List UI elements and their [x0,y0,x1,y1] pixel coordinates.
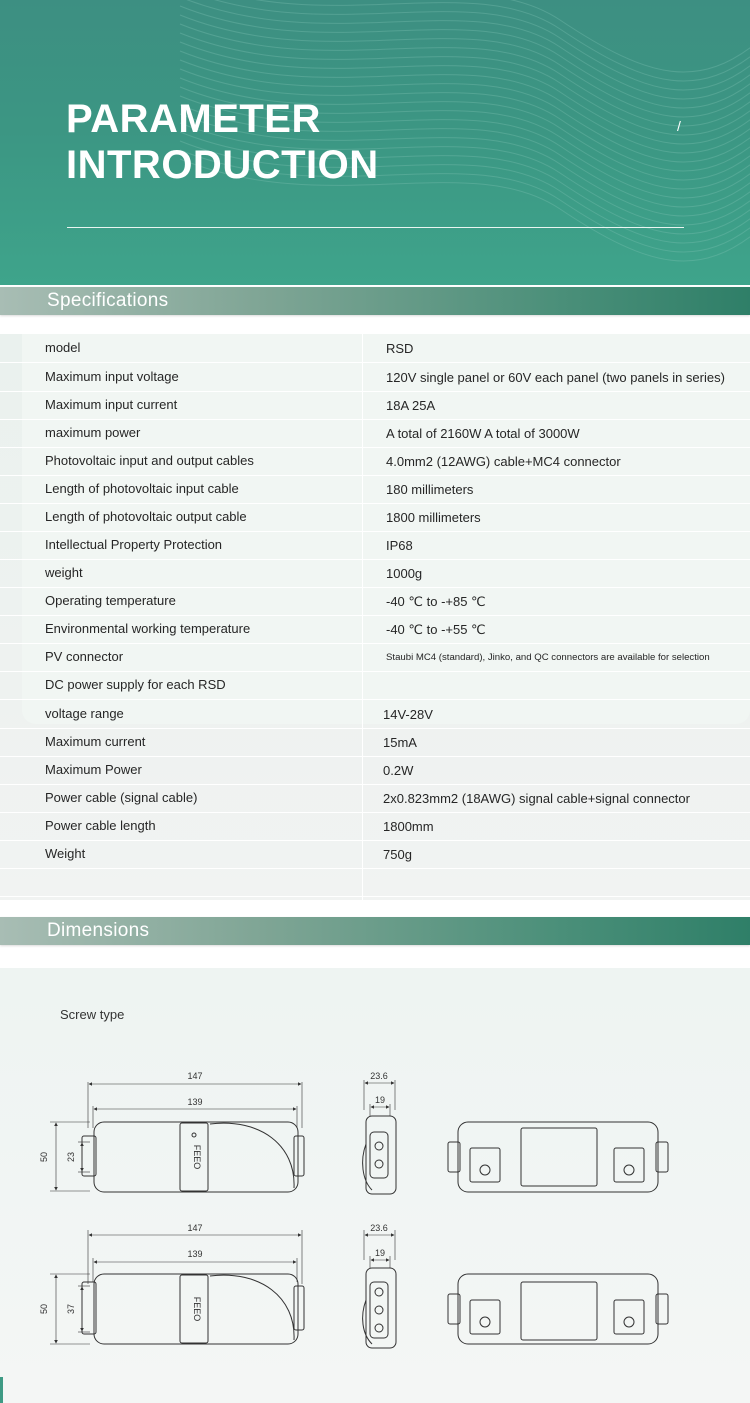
wave-line [180,0,750,72]
spec-key: Power cable (signal cable) [45,790,198,805]
dimensions-header [0,917,750,945]
spec-key: Length of photovoltaic output cable [45,509,247,524]
spec-value: 0.2W [383,763,414,778]
page-title-line1: PARAMETER [66,97,321,141]
spec-value: 14V-28V [383,707,433,722]
spec-row [0,559,750,588]
spec-value: -40 ℃ to -+55 ℃ [386,622,486,637]
hero-divider [67,227,684,228]
spec-value: 1800 millimeters [386,510,481,525]
spec-row [0,363,750,392]
spec-row [0,671,750,700]
dim-side-top-inner-depth: 19 [374,1095,386,1105]
spec-value: IP68 [386,538,413,553]
spec-value: 4.0mm2 (12AWG) cable+MC4 connector [386,454,621,469]
spec-key: Environmental working temperature [45,621,251,636]
spec-value: Staubi MC4 (standard), Jinko, and QC connectors are available for selection [386,652,710,663]
spec-row [0,868,750,897]
spec-value: RSD [386,341,414,356]
hero-slash: / [677,118,681,134]
hero-banner [0,0,750,285]
spec-value: A total of 2160W A total of 3000W [386,426,580,441]
spec-row [0,756,750,785]
front-view-bottom [50,1230,304,1344]
spec-value: 1800mm [383,819,434,834]
dim-bottom-overall-width: 147 [187,1223,203,1233]
screw-type-label: Screw type [60,1007,125,1022]
spec-key: weight [45,565,83,580]
spec-key: PV connector [45,649,124,664]
spec-key: Power cable length [45,818,156,833]
spec-row [0,447,750,476]
page-title-line2: INTRODUCTION [66,143,379,187]
spec-value: -40 ℃ to -+85 ℃ [386,594,486,609]
dim-bottom-body-width: 139 [187,1249,203,1259]
spec-value: 18A 25A [386,398,436,413]
spec-row [0,728,750,757]
spec-row [0,391,750,420]
spec-key: Intellectual Property Protection [45,537,223,552]
spec-row [0,784,750,813]
spec-row [0,587,750,616]
back-view-top [448,1122,668,1192]
spec-row [0,812,750,841]
spec-key: Maximum input current [45,397,178,412]
spec-key: model [45,340,81,355]
dim-bottom-height: 50 [39,1303,49,1315]
spec-key: voltage range [45,706,124,721]
spec-key: Photovoltaic input and output cables [45,453,254,468]
dim-side-bottom-inner-depth: 19 [374,1248,386,1258]
spec-row [0,700,750,729]
front-view-top [50,1082,304,1192]
spec-key: Maximum input voltage [45,369,179,384]
spec-key: maximum power [45,425,141,440]
dim-side-bottom-depth: 23.6 [370,1223,388,1233]
spec-row [0,615,750,644]
spec-value: 15mA [383,735,417,750]
technical-drawings [0,1060,750,1400]
spec-key: DC power supply for each RSD [45,677,226,692]
spec-row [0,334,750,363]
dimensions-title: Dimensions [47,920,150,941]
dim-top-height: 50 [39,1151,49,1163]
spec-row [0,503,750,532]
spec-row [0,531,750,560]
spec-value: 120V single panel or 60V each panel (two panels in series) [386,370,725,385]
spec-key: Maximum current [45,734,146,749]
dim-bottom-inner-height: 37 [66,1303,76,1315]
spec-row [0,840,750,869]
specifications-header [0,287,750,315]
brand-mark-top: FEEO [192,1144,202,1170]
spec-key: Operating temperature [45,593,176,608]
spec-row [0,643,750,672]
spec-value: 1000g [386,566,423,581]
spec-row [0,419,750,448]
spec-value: 2x0.823mm2 (18AWG) signal cable+signal connector [383,791,690,806]
page-title [66,96,379,188]
spec-value: 750g [383,847,412,862]
spec-row [0,475,750,504]
dim-top-body-width: 139 [187,1097,203,1107]
accent-strip [0,1377,3,1403]
spec-key: Weight [45,846,86,861]
spec-value: 180 millimeters [386,482,474,497]
spec-key: Maximum Power [45,762,142,777]
brand-mark-bottom: FEEO [192,1296,202,1322]
wave-line [180,0,750,90]
dim-side-top-depth: 23.6 [370,1071,388,1081]
dim-top-inner-height: 23 [66,1151,76,1163]
spec-table [0,334,750,900]
back-view-bottom [448,1274,668,1344]
specifications-title: Specifications [47,290,169,311]
dim-top-overall-width: 147 [187,1071,203,1081]
spec-key: Length of photovoltaic input cable [45,481,239,496]
